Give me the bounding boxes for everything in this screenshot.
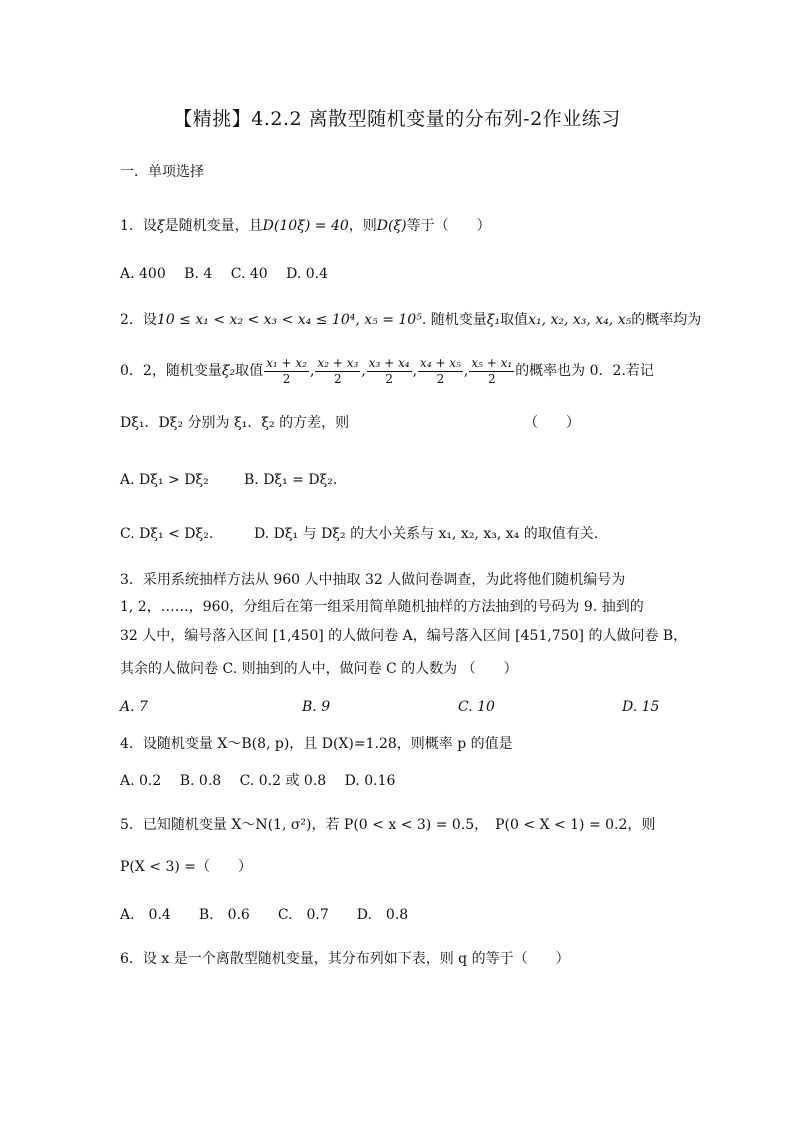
fraction-1-denominator: 2 [282,371,291,386]
xi2-symbol: ξ₂ [221,363,236,379]
question-2-line-2: 0．2，随机变量ξ₂取值 $\frac{\text{x₁ + x₂}}{2}$ , $\frac{\text{x₂ + x₃}}{2}$ , $\frac{\text{x₃ + x₄}}{2}$ , $\frac{\text{x₄ + x₅}}{2}$ , $\frac{\text{x₅ + x₁}}{2}$ 的概率也为 0．2.若记 [120,355,654,386]
question-3-line-4: 其余的人做问卷 C. 则抽到的人中，做问卷 C 的人数为 （ ） [120,661,518,677]
question-2-values: x₁, x₂, x₃, x₄, x₅ [528,312,632,328]
question-5-line-2: P(X < 3) =（ ） [120,859,253,875]
fraction-4-denominator: 2 [436,371,445,386]
question-2-text-d: 的概率均为 [631,312,702,328]
section-heading: 一．单项选择 [120,164,204,180]
question-2-text-a: 设 [142,312,157,328]
fraction-4 [418,356,463,387]
fraction-5-denominator: 2 [487,371,496,386]
question-3-option-d: D. 15 [622,699,660,715]
fraction-5-numerator: x₅ + x₁ [471,355,513,370]
fraction-3-denominator: 2 [385,371,393,386]
question-1-formula-a: D(10ξ) = 40 [262,218,349,234]
fraction-1-numerator: x₁ + x₂ [266,355,307,370]
question-1 [120,216,491,236]
answer-paren: （ ） [524,415,580,431]
question-2-line-2-c: 的概率也为 0．2.若记 [515,363,654,379]
question-5-line-1: 5．已知随机变量 X～N(1, σ²)，若 P(0 < x < 3) = 0.5， P(0 < X < 1) = 0.2，则 [120,817,656,833]
question-2-option-d: D. Dξ₁ 与 Dξ₂ 的大小关系与 x₁, x₂, x₃, x₄ 的取值有关. [254,526,599,542]
question-2-line-3: Dξ₁．Dξ₂ 分别为 ξ₁．ξ₂ 的方差，则 [120,415,350,431]
question-2-line-2-a: 0．2，随机变量 [120,363,222,379]
question-5-options: A. 0.4 B. 0.6 C. 0.7 D. 0.8 [120,907,409,923]
question-6-line-1: 6．设 x 是一个离散型随机变量，其分布列如下表，则 q 的等于（ ） [120,951,570,967]
fraction-3 [367,356,412,387]
question-3-option-b: B. 9 [302,699,331,715]
fraction-2 [315,356,360,387]
question-2-line-2-b: 取值 [235,363,264,379]
question-1-options: A. 400 B. 4 C. 40 D. 0.4 [120,266,328,282]
fraction-3-numerator: x₃ + x₄ [368,355,410,370]
question-2-text-c: 取值 [500,312,529,328]
question-2-option-c: C. Dξ₁ < Dξ₂. [120,526,214,542]
question-2-text-b: . 随机变量 [421,312,487,328]
fraction-4-numerator: x₄ + x₅ [420,355,461,370]
question-1-formula-b: D(ξ) [376,218,407,234]
question-1-text-c: ，则 [348,218,377,234]
xi1-symbol: ξ₁ [486,312,501,328]
fraction-2-denominator: 2 [334,371,342,386]
question-4-options: A. 0.2 B. 0.8 C. 0.2 或 0.8 D. 0.16 [120,773,396,789]
question-1-text-a: 设 [142,218,157,234]
question-1-number: 1． [120,218,143,234]
question-3-option-c: C. 10 [458,699,495,715]
question-1-text-b: 是随机变量，且 [164,218,263,234]
question-2-condition: 10 ≤ x₁ < x₂ < x₃ < x₄ ≤ 10⁴, x₅ = 10⁵ [156,312,422,328]
question-3-line-2: 1, 2，……，960，分组后在第一组采用简单随机抽样的方法抽到的号码为 9. 抽到的 [120,599,644,615]
xi-symbol: ξ [156,218,165,234]
question-2-number: 2． [120,312,143,328]
fraction-5 [469,356,514,387]
question-3-line-3: 32 人中，编号落入区间 [1,450] 的人做问卷 A，编号落入区间 [451,750] 的人做问卷 B， [120,628,688,644]
question-1-text-d: 等于（ ） [406,218,491,234]
question-4-line-1: 4．设随机变量 X～B(8, p)，且 D(X)=1.28，则概率 p 的值是 [120,736,513,752]
question-3-option-a: A. 7 [120,699,148,715]
question-2-option-b: B. Dξ₁ = Dξ₂. [244,472,338,488]
fraction-2-numerator: x₂ + x₃ [317,355,359,370]
question-2-line-1 [120,310,701,330]
question-2-option-a: A. Dξ₁ > Dξ₂ [120,472,209,488]
question-3-line-1: 3．采用系统抽样方法从 960 人中抽取 32 人做问卷调查，为此将他们随机编号为 [120,572,626,588]
page-title: 【精挑】4.2.2 离散型随机变量的分布列-2作业练习 [173,108,621,130]
fraction-1 [264,356,309,387]
